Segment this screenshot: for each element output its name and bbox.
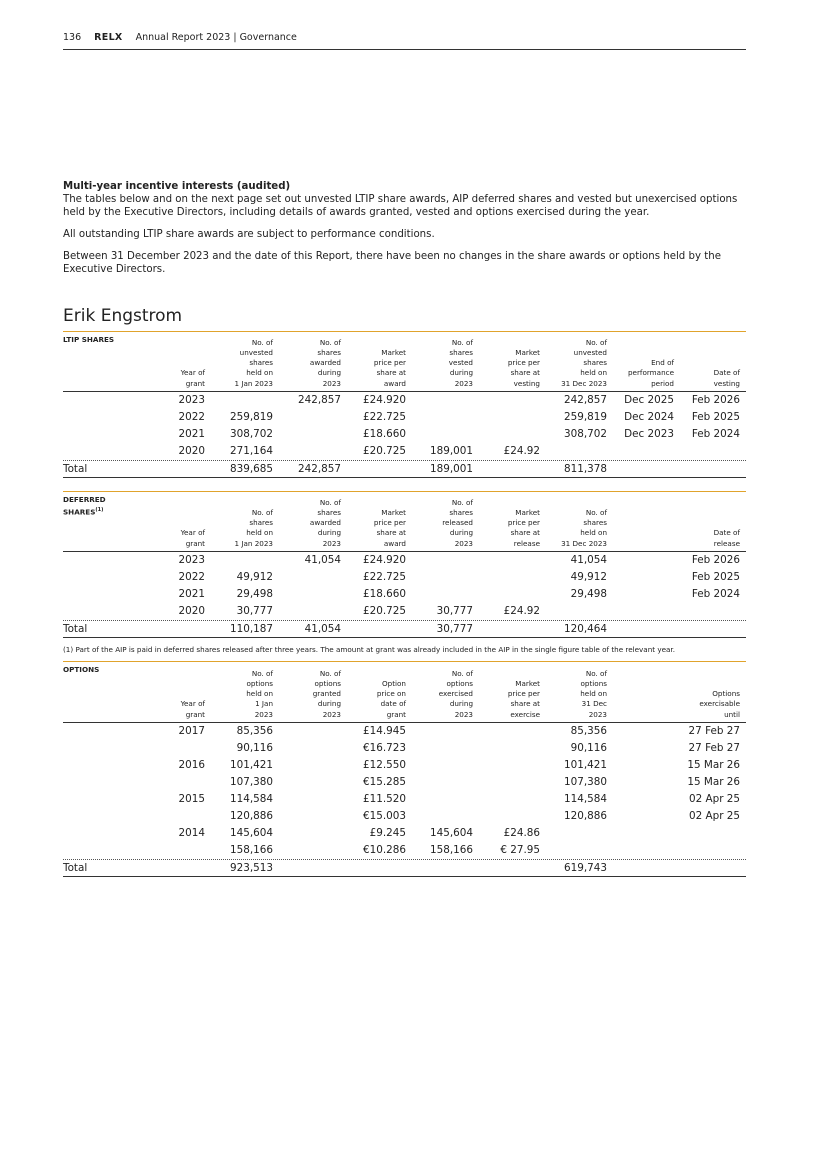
cell-price: £20.725 xyxy=(363,445,406,457)
cell-held-end: 41,054 xyxy=(570,554,607,566)
total-label: Total xyxy=(63,862,88,874)
total-row xyxy=(63,860,746,877)
cell-held-start: 158,166 xyxy=(230,844,273,856)
total-held-end: 619,743 xyxy=(564,862,607,874)
cell-held-start: 145,604 xyxy=(230,827,273,839)
cell-vested: 158,166 xyxy=(430,844,473,856)
cell-price: £22.725 xyxy=(363,411,406,423)
section-label: LTIP SHARES xyxy=(63,335,115,344)
column-header-price: Market price per share at award xyxy=(373,507,406,548)
cell-held-end: 107,380 xyxy=(564,776,607,788)
cell-vested: 30,777 xyxy=(436,605,473,617)
cell-held-start: 114,584 xyxy=(230,793,273,805)
director-name: Erik Engstrom xyxy=(63,306,183,326)
cell-market-price: £24.92 xyxy=(503,605,540,617)
total-row xyxy=(63,461,746,478)
cell-held-end: 114,584 xyxy=(564,793,607,805)
column-header-held-end: No. of shares held on 31 Dec 2023 xyxy=(561,507,607,548)
cell-price: £12.550 xyxy=(363,759,406,771)
cell-held-end: 308,702 xyxy=(564,428,607,440)
column-header-price: Market price per share at award xyxy=(373,347,406,388)
table-row xyxy=(63,774,746,791)
cell-year: 2020 xyxy=(178,445,205,457)
cell-date: 15 Mar 26 xyxy=(687,759,740,771)
cell-price: £24.920 xyxy=(363,394,406,406)
table-row xyxy=(63,808,746,825)
cell-price: £11.520 xyxy=(363,793,406,805)
cell-year: 2015 xyxy=(178,793,205,805)
options-table xyxy=(63,661,746,877)
total-vested: 189,001 xyxy=(430,463,473,475)
column-header-awarded: No. of shares awarded during 2023 xyxy=(309,497,341,548)
table-row xyxy=(63,426,746,443)
cell-market-price: £24.92 xyxy=(503,445,540,457)
cell-held-start: 85,356 xyxy=(236,725,273,737)
cell-date: 15 Mar 26 xyxy=(687,776,740,788)
table-row xyxy=(63,757,746,774)
cell-year: 2023 xyxy=(178,554,205,566)
cell-awarded: 41,054 xyxy=(304,554,341,566)
cell-held-end: 242,857 xyxy=(564,394,607,406)
footnote: (1) Part of the AIP is paid in deferred shares released after three years. The amount at grant was already included in the AIP in the single figure table of the relevant year. xyxy=(63,645,676,654)
cell-date: 02 Apr 25 xyxy=(688,793,740,805)
cell-market-price: £24.86 xyxy=(503,827,540,839)
total-awarded: 41,054 xyxy=(304,623,341,635)
report-title: Annual Report 2023 | Governance xyxy=(135,32,297,43)
column-header-held-start: No. of shares held on 1 Jan 2023 xyxy=(234,507,273,548)
cell-year: 2014 xyxy=(178,827,205,839)
column-header-awarded: No. of options granted during 2023 xyxy=(312,668,341,719)
cell-date: Feb 2026 xyxy=(691,554,740,566)
cell-held-start: 120,886 xyxy=(230,810,273,822)
table-row xyxy=(63,569,746,586)
column-header-year: Year of grant xyxy=(180,699,205,719)
section-subtitle: Multi-year incentive interests (audited) xyxy=(63,181,291,192)
cell-price: €10.286 xyxy=(363,844,406,856)
cell-held-start: 49,912 xyxy=(236,571,273,583)
total-held-start: 839,685 xyxy=(230,463,273,475)
cell-held-start: 259,819 xyxy=(230,411,273,423)
column-header-awarded: No. of shares awarded during 2023 xyxy=(309,337,341,388)
table-row xyxy=(63,723,746,740)
total-awarded: 242,857 xyxy=(298,463,341,475)
column-header-market-price: Market price per share at release xyxy=(507,507,540,548)
column-header-date: Date of release xyxy=(713,528,740,548)
cell-price: £24.920 xyxy=(363,554,406,566)
cell-price: €15.003 xyxy=(363,810,406,822)
cell-year: 2021 xyxy=(178,428,205,440)
cell-held-end: 120,886 xyxy=(564,810,607,822)
brand-name: RELX xyxy=(94,32,123,43)
cell-held-start: 107,380 xyxy=(230,776,273,788)
total-held-end: 811,378 xyxy=(564,463,607,475)
column-header-perf-end: End of performance period xyxy=(627,358,674,388)
column-header-held-start: No. of options held on 1 Jan 2023 xyxy=(246,668,273,719)
column-header-market-price: Market price per share at exercise xyxy=(507,678,540,719)
cell-held-start: 90,116 xyxy=(236,742,273,754)
cell-date: Feb 2024 xyxy=(691,428,740,440)
cell-date: 27 Feb 27 xyxy=(688,742,740,754)
section-note: (1) xyxy=(95,507,104,514)
table-row xyxy=(63,586,746,603)
column-header-vested: No. of options exercised during 2023 xyxy=(438,668,473,719)
cell-awarded: 242,857 xyxy=(298,394,341,406)
cell-year: 2017 xyxy=(178,725,205,737)
cell-date: Feb 2025 xyxy=(691,571,740,583)
cell-year: 2021 xyxy=(178,588,205,600)
cell-date: Feb 2026 xyxy=(691,394,740,406)
column-header-price: Option price on date of grant xyxy=(376,678,406,719)
section-label: OPTIONS xyxy=(63,665,100,674)
intro-text xyxy=(63,180,753,285)
table-row xyxy=(63,842,746,860)
cell-date: 27 Feb 27 xyxy=(688,725,740,737)
table-header xyxy=(63,492,746,552)
cell-held-end: 49,912 xyxy=(570,571,607,583)
cell-market-price: € 27.95 xyxy=(500,844,540,856)
column-header-year: Year of grant xyxy=(180,528,205,548)
deferred-shares-table xyxy=(63,491,746,638)
table-row xyxy=(63,825,746,842)
total-held-end: 120,464 xyxy=(564,623,607,635)
cell-perf-end: Dec 2023 xyxy=(624,428,674,440)
cell-vested: 189,001 xyxy=(430,445,473,457)
cell-price: €15.285 xyxy=(363,776,406,788)
cell-perf-end: Dec 2025 xyxy=(624,394,674,406)
column-header-held-end: No. of options held on 31 Dec 2023 xyxy=(580,668,607,719)
ltip-shares-table xyxy=(63,331,746,478)
intro-paragraph-3: Between 31 December 2023 and the date of this Report, there have been no changes in the share awards or options held by the Executive Directors. xyxy=(63,251,721,275)
cell-held-start: 30,777 xyxy=(236,605,273,617)
cell-held-start: 271,164 xyxy=(230,445,273,457)
table-header xyxy=(63,332,746,392)
page-number: 136 xyxy=(63,32,82,43)
cell-price: £18.660 xyxy=(363,588,406,600)
cell-held-start: 29,498 xyxy=(236,588,273,600)
table-row xyxy=(63,740,746,757)
cell-date: Feb 2024 xyxy=(691,588,740,600)
cell-held-start: 101,421 xyxy=(230,759,273,771)
total-held-start: 923,513 xyxy=(230,862,273,874)
total-label: Total xyxy=(63,623,88,635)
cell-held-end: 101,421 xyxy=(564,759,607,771)
table-row xyxy=(63,603,746,621)
cell-year: 2023 xyxy=(178,394,205,406)
cell-held-end: 29,498 xyxy=(570,588,607,600)
total-label: Total xyxy=(63,463,88,475)
cell-year: 2020 xyxy=(178,605,205,617)
table-row xyxy=(63,443,746,461)
page-header xyxy=(63,32,746,50)
cell-price: £22.725 xyxy=(363,571,406,583)
cell-price: £14.945 xyxy=(363,725,406,737)
table-row xyxy=(63,552,746,569)
cell-perf-end: Dec 2024 xyxy=(624,411,674,423)
table-header xyxy=(63,662,746,723)
cell-year: 2022 xyxy=(178,411,205,423)
cell-date: Feb 2025 xyxy=(691,411,740,423)
cell-vested: 145,604 xyxy=(430,827,473,839)
table-row xyxy=(63,409,746,426)
cell-held-start: 308,702 xyxy=(230,428,273,440)
column-header-date: Options exercisable until xyxy=(699,689,740,719)
cell-year: 2022 xyxy=(178,571,205,583)
cell-held-end: 259,819 xyxy=(564,411,607,423)
total-row xyxy=(63,621,746,638)
total-vested: 30,777 xyxy=(436,623,473,635)
cell-price: £18.660 xyxy=(363,428,406,440)
cell-date: 02 Apr 25 xyxy=(688,810,740,822)
column-header-held-start: No. of unvested shares held on 1 Jan 2023 xyxy=(234,337,273,388)
cell-price: £9.245 xyxy=(369,827,406,839)
cell-price: €16.723 xyxy=(363,742,406,754)
total-held-start: 110,187 xyxy=(230,623,273,635)
intro-paragraph-1: The tables below and on the next page set out unvested LTIP share awards, AIP deferred shares and vested but unexercised options held by the Executive Directors, including details of awards granted, vested and options exercised during the year. xyxy=(63,194,738,218)
cell-held-end: 90,116 xyxy=(570,742,607,754)
column-header-market-price: Market price per share at vesting xyxy=(507,347,540,388)
cell-held-end: 85,356 xyxy=(570,725,607,737)
column-header-vested: No. of shares vested during 2023 xyxy=(448,337,473,388)
table-row xyxy=(63,392,746,409)
cell-year: 2016 xyxy=(178,759,205,771)
column-header-held-end: No. of unvested shares held on 31 Dec 2023 xyxy=(561,337,607,388)
column-header-date: Date of vesting xyxy=(713,368,740,388)
section-label: DEFERRED SHARES$^{(1)}$ xyxy=(63,495,106,517)
intro-paragraph-2: All outstanding LTIP share awards are subject to performance conditions. xyxy=(63,229,435,240)
cell-price: £20.725 xyxy=(363,605,406,617)
column-header-year: Year of grant xyxy=(180,368,205,388)
column-header-vested: No. of shares released during 2023 xyxy=(442,497,473,548)
table-row xyxy=(63,791,746,808)
